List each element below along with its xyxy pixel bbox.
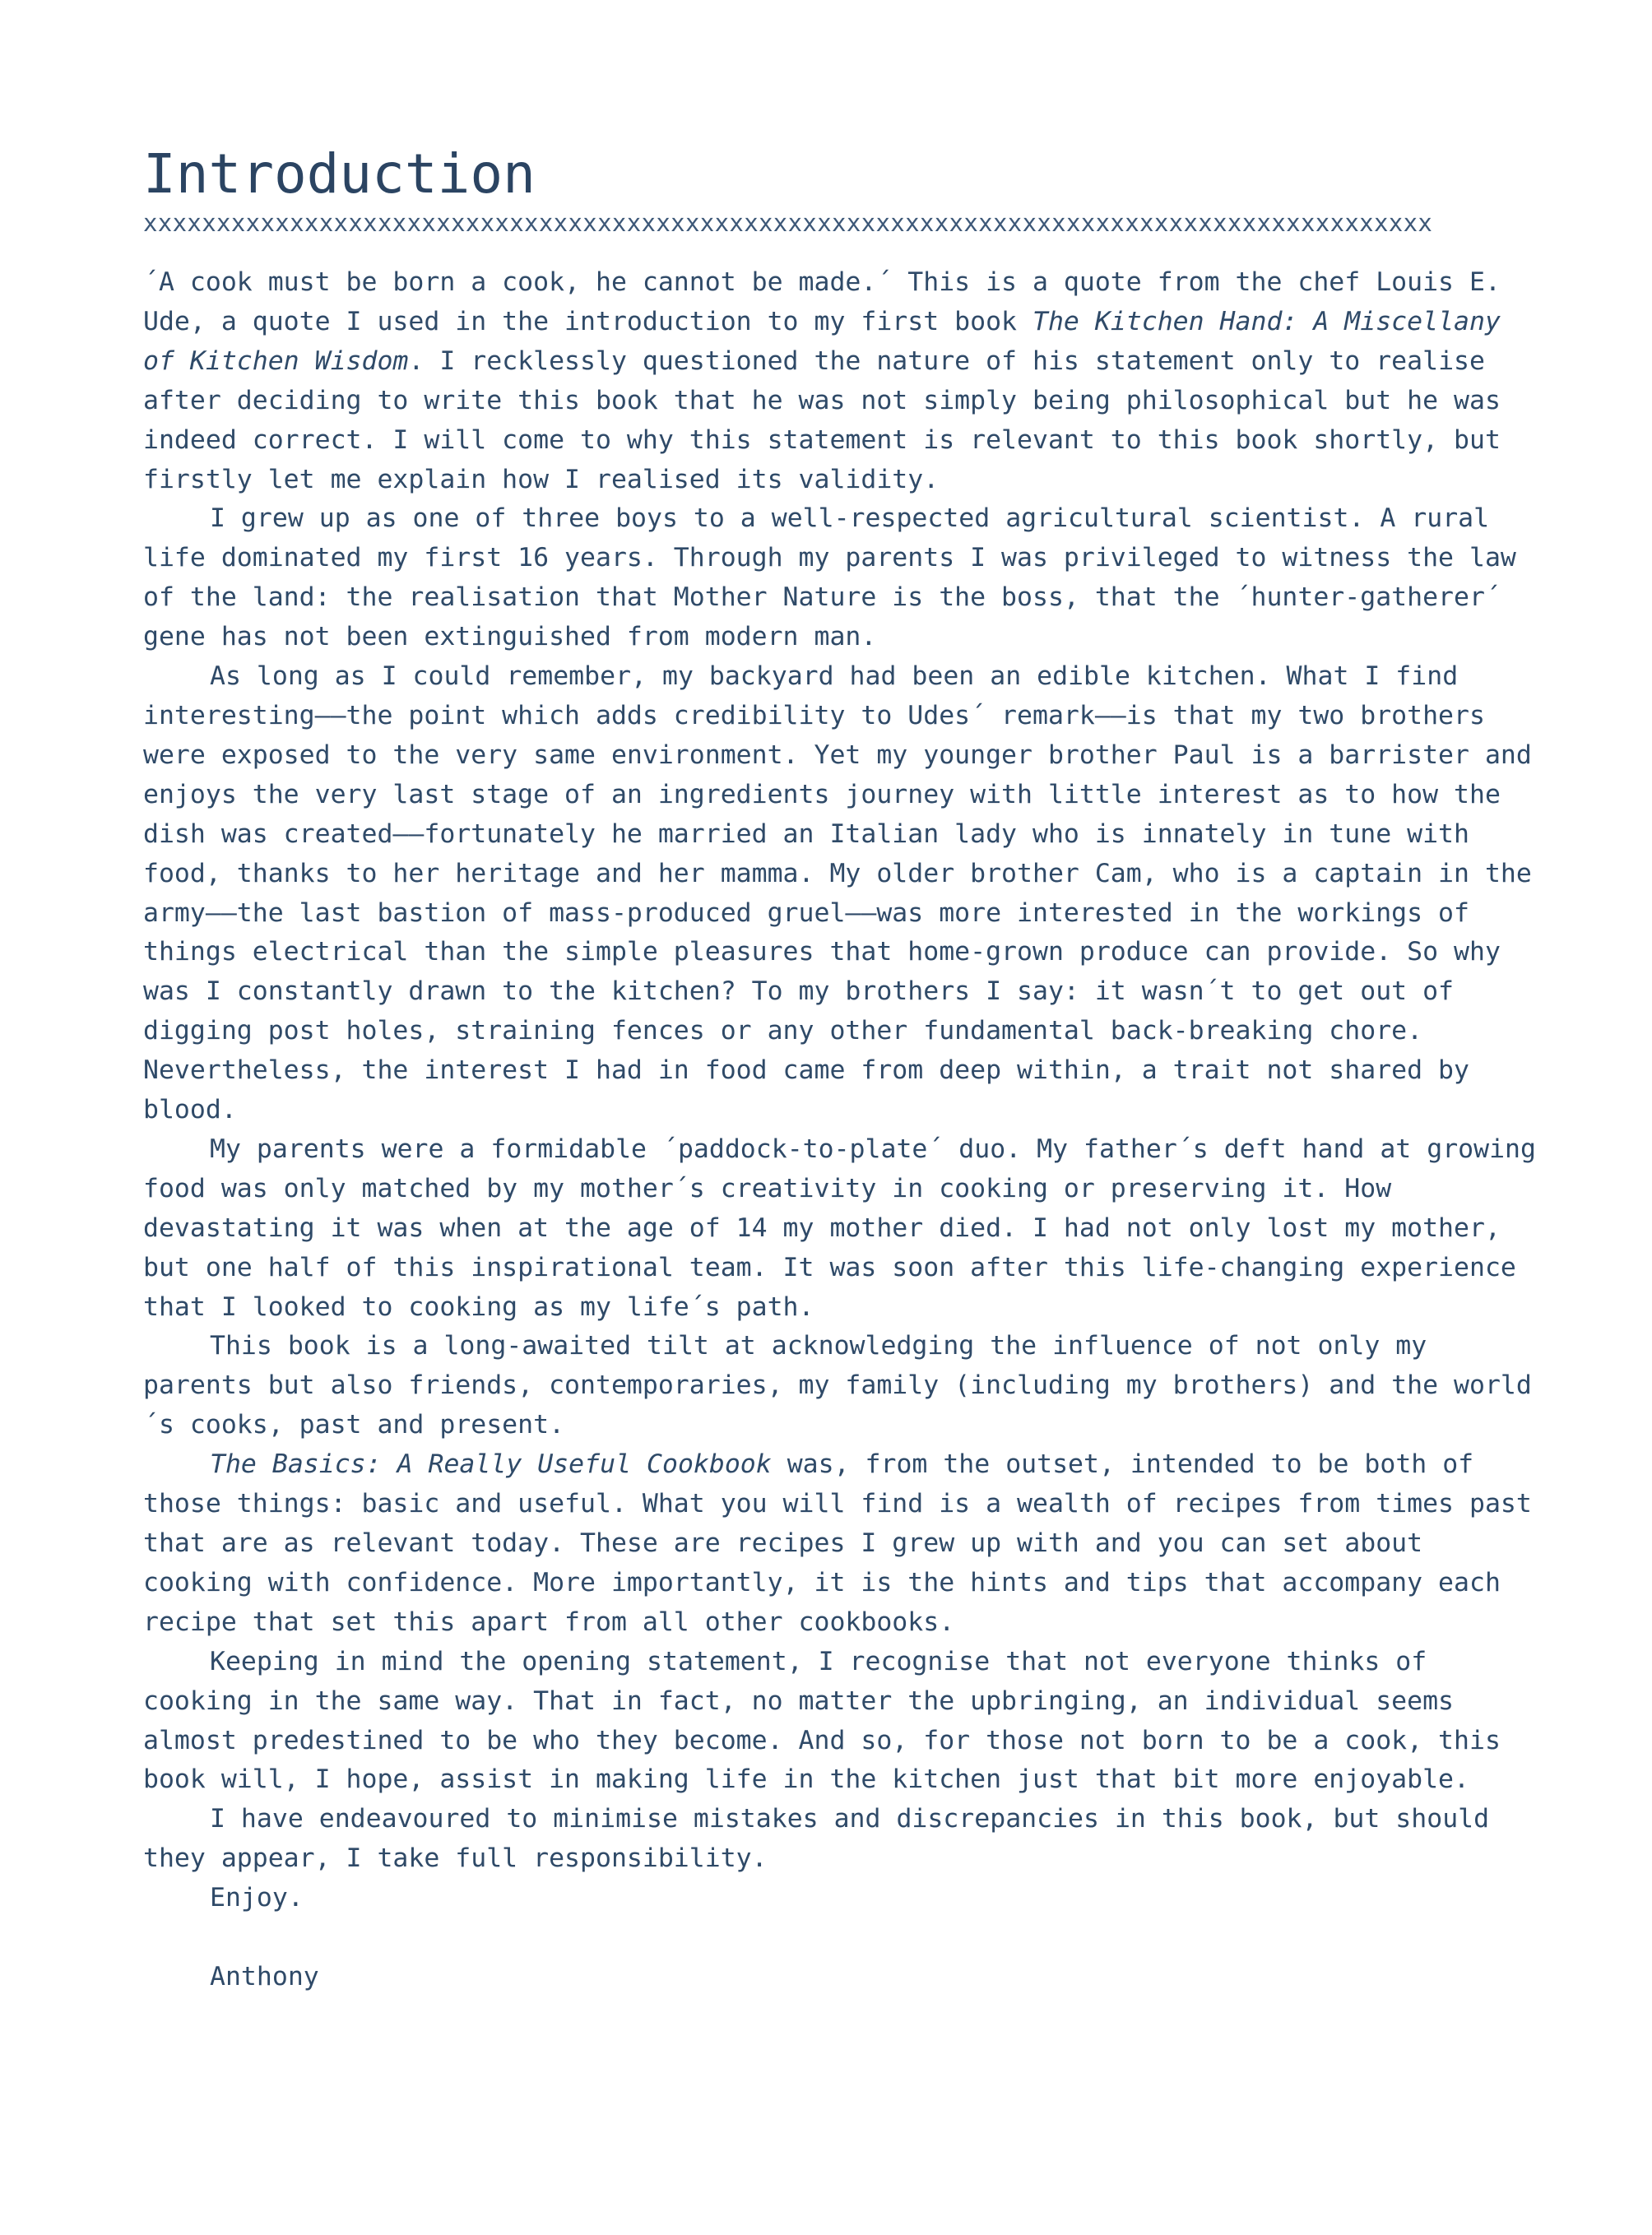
paragraph-text: . I recklessly questioned the nature of his statement only to realise after deciding to write this book that he was not simply being philosophical but he was indeed correct. I will come to why this statement is relevant to this book shortly, but firstly let me explain how I realised its validity. — [143, 345, 1501, 494]
paragraph-opening — [143, 263, 1542, 499]
paragraph: My parents were a formidable ´paddock-to-plate´ duo. My father´s deft hand at growing food was only matched by my mother´s creativity in cooking or preserving it. How devastating it was when at the age of 14 my mother died. I had not only lost my mother, but one half of this inspirational team. It was soon after this life-changing experience that I looked to cooking as my life´s path. — [143, 1134, 1536, 1322]
paragraph: As long as I could remember, my backyard had been an edible kitchen. What I find interesting——the point which adds credibility to Udes´ remark——is that my two brothers were exposed to the very same environment. Yet my younger brother Paul is a barrister and enjoys the very last stage of an ingredients journey with little interest as to how the dish was created——fortunately he married an Italian lady who is innately in tune with food, thanks to her heritage and her mamma. My older brother Cam, who is a captain in the army——the last bastion of mass-produced gruel——was more interested in the workings of things electrical than the simple pleasures that home-grown produce can provide. So why was I constantly drawn to the kitchen? To my brothers I say: it wasn´t to get out of digging post holes, straining fences or any other fundamental back-breaking chore. Nevertheless, the interest I had in food came from deep within, a trait not shared by blood. — [143, 661, 1532, 1125]
paragraph-closing: Enjoy. — [210, 1883, 304, 1913]
body-text — [143, 263, 1542, 1997]
paragraph: I grew up as one of three boys to a well-respected agricultural scientist. A rural life dominated my first 16 years. Through my parents I was privileged to witness the law of the land: the realisation that Mother Nature is the boss, that the ´hunter-gatherer´ gene has not been extinguished from modern man. — [143, 503, 1516, 652]
paragraph: I have endeavoured to minimise mistakes and discrepancies in this book, but should they appear, I take full responsibility. — [143, 1804, 1490, 1874]
paragraph: This book is a long-awaited tilt at acknowledging the influence of not only my parents but also friends, contemporaries, my family (including my brothers) and the world´s cooks, past and present. — [143, 1331, 1532, 1440]
title-underline-rule: xxxxxxxxxxxxxxxxxxxxxxxxxxxxxxxxxxxxxxxxxxxxxxxxxxxxxxxxxxxxxxxxxxxxxxxxxxxxxxxxxxxxxxxx — [143, 209, 1433, 237]
page-title: Introduction — [143, 142, 536, 206]
book-title: The Kitchen Hand: A Miscellany of Kitchen Wisdom — [143, 306, 1501, 376]
signature: Anthony — [210, 1961, 319, 1992]
paragraph-basics — [143, 1445, 1542, 1643]
book-title: The Basics: A Really Useful Cookbook — [210, 1449, 772, 1480]
document-page — [143, 140, 1542, 1997]
paragraph: Keeping in mind the opening statement, I recognise that not everyone thinks of cooking in the same way. That in fact, no matter the upbringing, an individual seems almost predestined to be who they become. And so, for those not born to be a cook, this book will, I hope, assist in making life in the kitchen just that bit more enjoyable. — [143, 1646, 1501, 1795]
paragraph-text: ´A cook must be born a cook, he cannot be made.´ This is a quote from the chef Louis E. Ude, a quote I used in the introduction to my first book — [143, 267, 1501, 336]
paragraph-text: was, from the outset, intended to be both of those things: basic and useful. What you will find is a wealth of recipes from times past that are as relevant today. These are recipes I grew up with and you can set about cooking with confidence. More importantly, it is the hints and tips that accompany each recipe that set this apart from all other cookbooks. — [143, 1449, 1532, 1637]
